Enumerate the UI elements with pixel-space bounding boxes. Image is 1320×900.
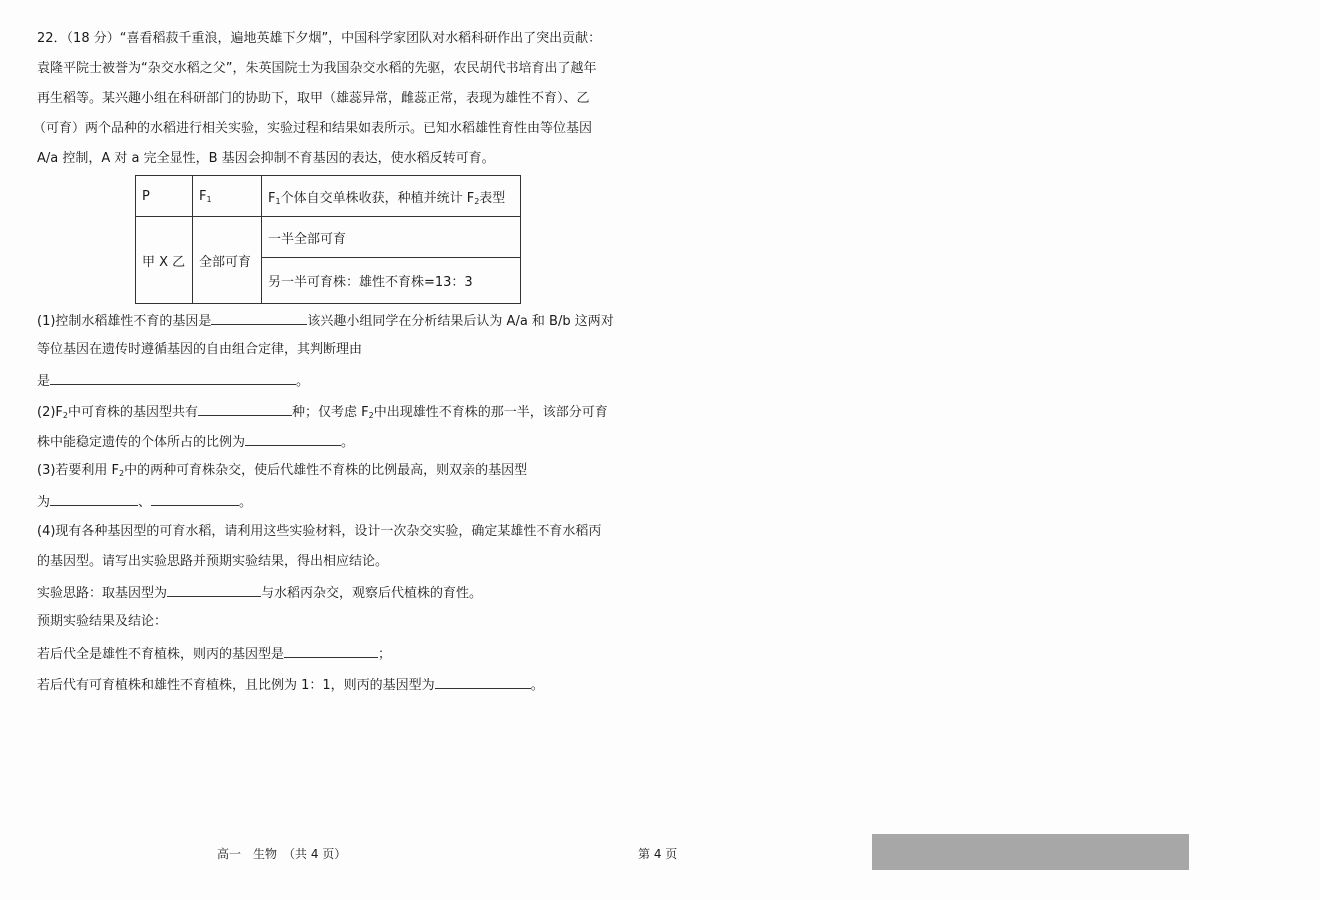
question-intro-line: A/a 控制，A 对 a 完全显性，B 基因会抑制不育基因的表达，使水稻反转可育。 bbox=[37, 151, 495, 166]
q4-line4: 预期实验结果及结论： bbox=[37, 614, 168, 629]
q3-line2: 为 、 。 bbox=[37, 492, 252, 512]
answer-blank[interactable] bbox=[284, 644, 378, 658]
answer-blank[interactable] bbox=[435, 675, 531, 689]
cell-cross: 甲 X 乙 bbox=[136, 217, 193, 304]
answer-blank[interactable] bbox=[211, 311, 307, 325]
answer-blank[interactable] bbox=[151, 492, 239, 506]
question-intro-line: 22．（18 分）“喜看稻菽千重浪，遍地英雄下夕烟”，中国科学家团队对水稻科研作出了突出贡献： bbox=[37, 31, 602, 46]
q4-line3: 实验思路：取基因型为 与水稻丙杂交，观察后代植株的育性。 bbox=[37, 583, 482, 603]
q3-line1: (3)若要利用 $F_2$中的两种可育株杂交，使后代雄性不育株的比例最高，则双亲的基因型 bbox=[37, 463, 528, 478]
question-intro-line: （可育）两个品种的水稻进行相关实验，实验过程和结果如表所示。已知水稻雄性育性由等位基因 bbox=[33, 121, 593, 136]
cell-f2-row1: 一半全部可育 bbox=[262, 217, 521, 258]
q1-line3: 是 。 bbox=[37, 371, 309, 391]
question-intro-line: 袁隆平院士被誉为“杂交水稻之父”，朱英国院士为我国杂交水稻的先驱，农民胡代书培育出了越年 bbox=[37, 61, 597, 76]
answer-blank[interactable] bbox=[198, 402, 292, 416]
header-f1: $F_1$ bbox=[193, 176, 262, 217]
answer-blank[interactable] bbox=[50, 492, 138, 506]
cell-f1-result: 全部可育 bbox=[193, 217, 262, 304]
footer-course: 高一 生物 （共 4 页） bbox=[217, 847, 347, 861]
cell-f2-row2: 另一半可育株：雄性不育株=13：3 bbox=[262, 258, 521, 304]
footer-page-number: 第 4 页 bbox=[638, 847, 678, 861]
answer-blank[interactable] bbox=[50, 371, 296, 385]
scan-gray-block bbox=[872, 834, 1189, 870]
q1-line1: (1)控制水稻雄性不育的基因是 该兴趣小组同学在分析结果后认为 A/a 和 B/b 这两对 bbox=[37, 311, 614, 331]
q2-line1: $(2)F_2$中可育株的基因型共有 种；仅考虑 $F_2$中出现雄性不育株的那一半，该部分可育 bbox=[37, 402, 608, 425]
q1-line2: 等位基因在遗传时遵循基因的自由组合定律，其判断理由 bbox=[37, 342, 363, 357]
experiment-table bbox=[135, 175, 521, 304]
q2-line2: 株中能稳定遗传的个体所占的比例为 。 bbox=[37, 432, 354, 452]
answer-blank[interactable] bbox=[167, 583, 261, 597]
q4-line5: 若后代全是雄性不育植株，则丙的基因型是 ； bbox=[37, 644, 391, 664]
answer-blank[interactable] bbox=[245, 432, 341, 446]
q4-line2: 的基因型。请写出实验思路并预期实验结果，得出相应结论。 bbox=[37, 554, 389, 569]
question-intro-line: 再生稻等。某兴趣小组在科研部门的协助下，取甲（雄蕊异常，雌蕊正常，表现为雄性不育）、乙 bbox=[37, 91, 590, 106]
header-p: P bbox=[136, 176, 193, 217]
q4-line6: 若后代有可育植株和雄性不育植株，且比例为 1：1，则丙的基因型为 。 bbox=[37, 675, 544, 695]
header-f2: $F_1$个体自交单株收获，种植并统计 $F_2$表型 bbox=[262, 176, 521, 217]
q4-line1: (4)现有各种基因型的可育水稻，请利用这些实验材料，设计一次杂交实验，确定某雄性不育水稻丙 bbox=[37, 524, 602, 539]
